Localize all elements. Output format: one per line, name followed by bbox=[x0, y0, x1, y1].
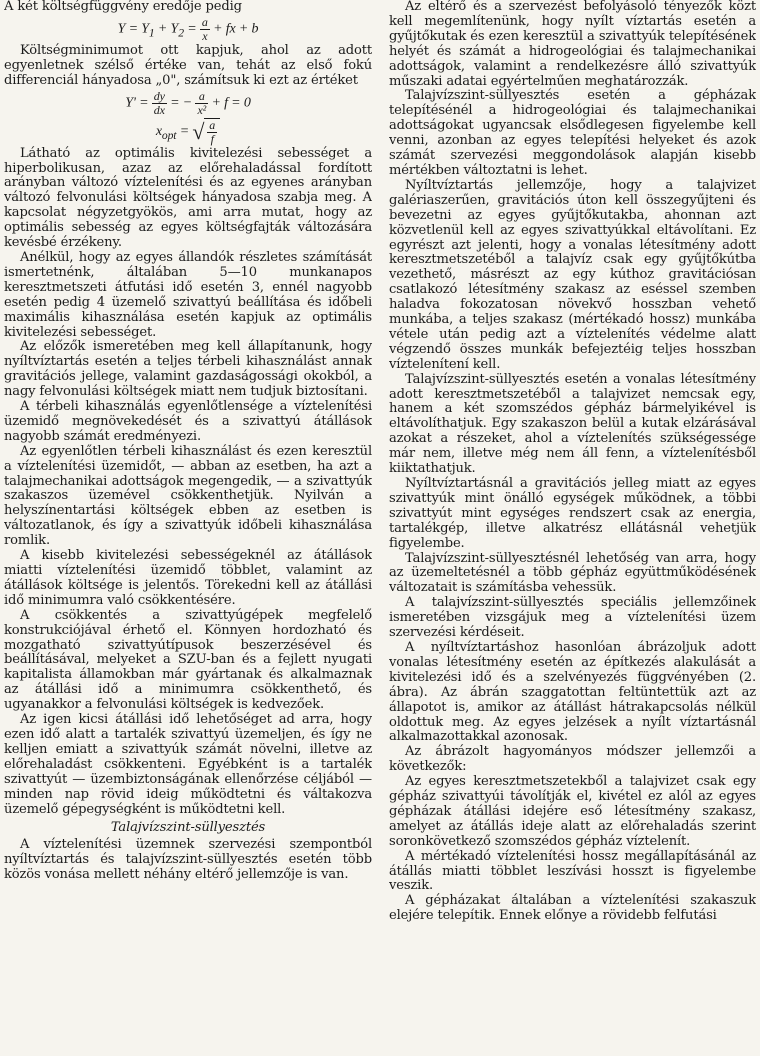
fraction: $\frac{dy}{dx}$ bbox=[153, 88, 165, 117]
paragraph: Talajvízszint-süllyesztés esetén a vonalas létesítmény adott keresztmetszetéből a talajvizet nemcsak egy, hanem a két szomszédos gépház bármelyikével is eltávolíthatjuk. Egy szakaszon belül a kutak elzárásával azokat a részeket, ahol a víztelenítés szükségessége már nem, illetve még nem áll fenn, a víztelenítésből kiiktathatjuk. bbox=[389, 371, 756, 477]
paragraph: Nyíltvíztartás jellemzője, hogy a talajvizet galériaszerűen, gravitációs úton kell összegyűjteni és bevezetni az egyes gyűjtőkutakba, ahonnan azt közvetlenül kell az egyes szivattyúkkal eltávolítani. Ez egyrészt azt jelenti, hogy a vonalas létesítmény adott keresztmetszetéből a talajvíz csak egy gyűjtőkútba vezethető, másrészt az egy kúthoz gravitációsan csatlakozó létesítmény szakasz az eséssel szemben haladva fokozatosan növekvő hosszban vehető munkába, a teljes szakasz (mértékadó hossz) munkába vétele után pedig azt a víztelenítés védelme alatt végzendő összes munkák befejeztéig teljes hosszban víztelenítení kell. bbox=[389, 177, 756, 372]
paragraph: A térbeli kihasználás egyenlőtlensége a víztelenítési üzemidő megnövekedését és a szivattyú átállások nagyobb számát eredményezi. bbox=[4, 399, 372, 444]
intro-paragraph: A két költségfüggvény eredője pedig bbox=[4, 0, 242, 14]
paragraph: A gépházakat általában a víztelenítési szakaszuk elejére telepítik. Ennek előnye a rövidebb felfutási bbox=[389, 893, 756, 924]
cost-function-formula: $Y = Y_1 + Y_2$ = $\frac{a}{x}$ + fx + b bbox=[117, 14, 259, 43]
paragraph: A mértékadó víztelenítési hossz megállapításánál az átállás miatti többlet leszívási hosszt is figyelembe veszik. bbox=[389, 848, 756, 894]
optimum-formula: $x_{opt}$ = √ $\frac{a}{f}$ bbox=[4, 118, 372, 146]
left-column bbox=[4, 0, 372, 1056]
paragraph: Az ábrázolt hagyományos módszer jellemzői a következők: bbox=[389, 744, 756, 775]
fraction: $\frac{a}{x}$ bbox=[201, 14, 208, 43]
paragraph: A kisebb kivitelezési sebességeknél az átállások miatti víztelenítési üzemidő többlet, valamint az átállások költsége is jelentős. Törekedni kell az átállási idő minimumra való csökkentésére. bbox=[4, 548, 372, 608]
right-column bbox=[389, 0, 756, 1056]
paragraph: Az egyenlőtlen térbeli kihasználást és ezen keresztül a víztelenítési üzemidőt, — abban az esetben, ha azt a talajmechanikai adottságok megengedik, — a szivattyúk szakaszos üzemével csökkenthetjük. Nyilván a helyszínentartási költségek ebben az esetben is változatlanok, és így a szivattyúk időbeli kihasználása romlik. bbox=[4, 443, 372, 549]
sqrt-sign: √ bbox=[192, 118, 205, 144]
paragraph: Az előzők ismeretében meg kell állapítanunk, hogy nyíltvíztartás esetén a teljes térbeli kihasználást annak gravitációs jellege, valamint gazdaságossági okokból, a nagy felvonulási költségek miatt nem tudjuk biztosítani. bbox=[4, 339, 372, 400]
paragraph: Az egyes keresztmetszetekből a talajvizet csak egy gépház szivattyúi távolítják el, kivétel ez alól az egyes gépházak átállási idejére eső létesítmény szakasz, amelyet az átállás ideje alatt az előrehaladás szerint soronkövetkező szomszédos gépház víztelenít. bbox=[389, 774, 756, 849]
paragraph: Az eltérő és a szervezést befolyásoló tényezők közt kell megemlítenünk, hogy nyílt víztartás esetén a gyűjtőkutak és ezen keresztül a szivattyúk telepítésének helyét és számát a hidrogeológiai és talajmechanikai adottságok, valamint a rendelkezésre álló szivattyúk műszaki adatai egyértelműen meghatározzák. bbox=[389, 0, 756, 89]
paragraph: A nyíltvíztartáshoz hasonlóan ábrázoljuk adott vonalas létesítmény esetén az építkezés alakulását a kivitelezési idő és a szelvényezés függvényében (2. ábra). Az ábrán szaggatottan feltüntettük azt az állapotot is, amikor az átállást hátrakapcsolás nélkül oldottuk meg. Az egyes jelzések a nyílt víztartásnál alkalmazottakkal azonosak. bbox=[389, 639, 756, 745]
paragraph: Anélkül, hogy az egyes állandók részletes számítását ismertetnénk, általában 5—10 munkanapos keresztmetszeti átfutási idő esetén 3, ennél nagyobb esetén pedig 4 üzemelő szivattyú beállítása és időbeli maximális kihasználása esetén kapjuk az optimális kivitelezési sebességet. bbox=[4, 249, 372, 340]
paragraph: Költségminimumot ott kapjuk, ahol az adott egyenletnek szélső értéke van, tehát az első fokú differenciál hányadosa „0", számítsuk ki ezt az értéket bbox=[4, 42, 372, 88]
paragraph: Látható az optimális kivitelezési sebességet a hiperbolikusan, azaz az előrehaladással fordított arányban változó víztelenítési és az egyenes arányban változó felvonulási költségek hányadosa szabja meg. A kapcsolat négyzetgyökös, ami arra mutat, hogy az optimális sebesség az egyes költségfajták változására kevésbé érzékeny. bbox=[4, 145, 372, 251]
fraction: $\frac{a}{f}$ bbox=[209, 117, 216, 146]
derivative-formula: Y' = $\frac{dy}{dx}$ = − $\frac{a}{\text{x²}}$ + f = 0 bbox=[125, 88, 251, 117]
paragraph: A talajvízszint-süllyesztés speciális jellemzőinek ismeretében vizsgájuk meg a víztelenítési üzem szervezési kérdéseit. bbox=[389, 595, 756, 641]
paragraph: Nyíltvíztartásnál a gravitációs jelleg miatt az egyes szivattyúk mint önálló egységek működnek, a többi szivattyút mint egységes rendszert csak az energia, tartalékgép, illetve alkatrész ellátásnál vehetjük figyelembe. bbox=[389, 476, 756, 551]
paragraph: A csökkentés a szivattyúgépek megfelelő konstrukciójával érhető el. Könnyen hordozható és mozgatható szivattyútípusok beszerzésével és beállításával, melyeket a SZU-ban és a fejlett nyugati kapitalista államokban már gyártanak és alkalmaznak az átállási idő a minimumra csökkenthető, és ugyanakkor a felvonulási költségek is kedvezőek. bbox=[4, 607, 372, 713]
section-heading: Talajvízszint-süllyesztés bbox=[110, 820, 266, 836]
paragraph: Az igen kicsi átállási idő lehetőséget ad arra, hogy ezen idő alatt a tartalék szivattyú üzemeljen, és így ne kelljen emiatt a szivattyúk számát növelni, illetve az előrehaladást csökkenteni. Egyébként is a tartalék szivattyút — üzembiztonságának ellenőrzése céljából — minden nap rövid ideig működtetni és váltakozva üzemelő gépegységként is működtetni kell. bbox=[4, 712, 372, 817]
paragraph: Talajvízszint-süllyesztésnél lehetőség van arra, hogy az üzemeltetésnél a több gépház együttműködésének változatait is számításba vehessük. bbox=[389, 550, 756, 596]
paragraph: A víztelenítési üzemnek szervezési szempontból nyíltvíztartás és talajvízszint-süllyesztés esetén több közös vonása mellett néhány eltérő jellemzője is van. bbox=[4, 837, 372, 883]
fraction: $\frac{a}{\text{x²}}$ bbox=[197, 88, 207, 117]
paragraph: Talajvízszint-süllyesztés esetén a gépházak telepítésénél a hidrogeológiai és talajmechanikai adottságokat ugyancsak elsődlegesen figyelembe kell venni, azonban az egyes telepítési helyeket és azok számát szervezési meggondolások alapján kisebb mértékben változtatni is lehet. bbox=[389, 88, 756, 178]
